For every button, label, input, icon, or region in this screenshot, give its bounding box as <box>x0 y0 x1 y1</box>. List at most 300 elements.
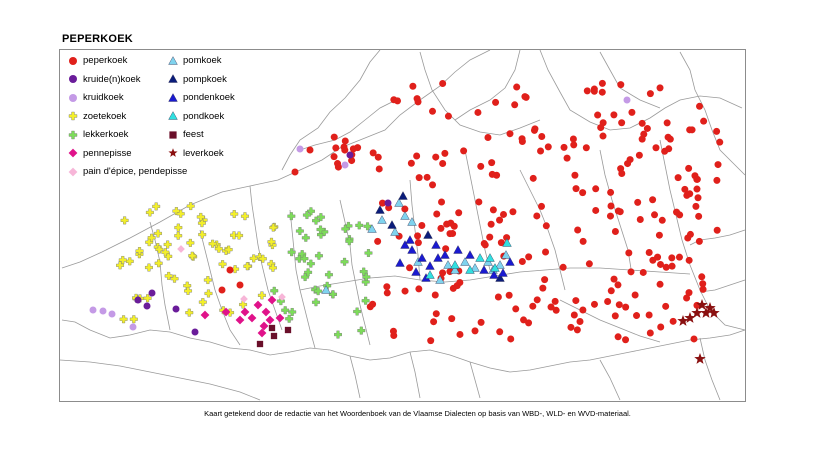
legend-label: pomkoek <box>183 55 222 66</box>
map-title: PEPERKOEK <box>62 33 133 45</box>
point-peperkoek <box>495 293 502 300</box>
legend-label: kruidkoek <box>83 92 124 103</box>
point-zoetekoek <box>244 263 252 271</box>
point-peperkoek <box>610 111 617 118</box>
point-lekkerkoek <box>315 252 323 259</box>
point-peperkoek <box>334 160 341 167</box>
point-peperkoek <box>690 335 697 342</box>
point-peperkoek <box>488 221 495 228</box>
point-peperkoek <box>716 139 723 146</box>
point-zoetekoek <box>130 315 138 323</box>
point-kruidenkoek <box>144 303 151 310</box>
point-peperkoek <box>663 264 670 271</box>
point-lekkerkoek <box>296 227 304 235</box>
point-peperkoek <box>439 160 446 167</box>
point-feest <box>257 341 263 347</box>
point-pennepisse <box>268 296 277 305</box>
point-peperkoek <box>669 263 676 270</box>
point-peperkoek <box>657 281 664 288</box>
point-pondkoek <box>451 261 460 269</box>
point-peperkoek <box>552 298 559 305</box>
point-pondenkoek <box>466 251 475 259</box>
point-peperkoek <box>227 267 234 274</box>
point-peperkoek <box>418 222 425 229</box>
point-peperkoek <box>545 143 552 150</box>
point-kruidenkoek <box>347 152 354 159</box>
point-feest <box>285 327 291 333</box>
point-peperkoek <box>500 211 507 218</box>
point-peperkoek <box>649 196 656 203</box>
point-peperkoek <box>548 304 555 311</box>
point-peperkoek <box>657 323 664 330</box>
point-peperkoek <box>634 199 641 206</box>
point-pondenkoek <box>441 251 450 259</box>
point-peperkoek <box>455 209 462 216</box>
point-peperkoek <box>383 283 390 290</box>
point-peperkoek <box>670 318 677 325</box>
point-lekkerkoek <box>288 212 296 220</box>
point-zoetekoek <box>175 224 183 232</box>
point-peperkoek <box>402 288 409 295</box>
point-peperkoek <box>529 303 536 310</box>
point-peperkoek <box>612 228 619 235</box>
legend-item-paindepice <box>68 166 187 177</box>
point-pondenkoek <box>432 241 441 249</box>
point-peperkoek <box>604 298 611 305</box>
point-peperkoek <box>627 268 634 275</box>
point-peperkoek <box>695 213 702 220</box>
point-peperkoek <box>664 119 671 126</box>
point-peperkoek <box>376 165 383 172</box>
point-zoetekoek <box>184 287 192 295</box>
point-peperkoek <box>625 249 632 256</box>
point-peperkoek <box>571 312 578 319</box>
point-peperkoek <box>636 152 643 159</box>
point-peperkoek <box>591 301 598 308</box>
point-peperkoek <box>649 257 656 264</box>
point-peperkoek <box>713 128 720 135</box>
point-peperkoek <box>668 254 675 261</box>
point-peperkoek <box>520 316 527 323</box>
point-peperkoek <box>490 206 497 213</box>
point-peperkoek <box>442 245 449 252</box>
point-pompkoek <box>424 231 433 239</box>
point-peperkoek <box>509 208 516 215</box>
point-zoetekoek <box>204 276 212 284</box>
point-lekkerkoek <box>358 327 366 335</box>
point-lekkerkoek <box>271 287 279 295</box>
point-kruidenkoek <box>149 290 156 297</box>
point-peperkoek <box>237 282 244 289</box>
point-peperkoek <box>437 225 444 232</box>
point-peperkoek <box>644 125 651 132</box>
point-peperkoek <box>450 285 457 292</box>
point-peperkoek <box>662 303 669 310</box>
point-peperkoek <box>622 304 629 311</box>
point-peperkoek <box>579 189 586 196</box>
point-peperkoek <box>647 90 654 97</box>
point-peperkoek <box>608 287 615 294</box>
legend-item-pennepisse <box>68 148 132 159</box>
point-peperkoek <box>511 101 518 108</box>
legend-symbol-paindepice <box>68 167 78 177</box>
point-peperkoek <box>618 170 625 177</box>
point-pondenkoek <box>418 254 427 262</box>
point-peperkoek <box>507 335 514 342</box>
point-peperkoek <box>432 292 439 299</box>
point-peperkoek <box>331 134 338 141</box>
legend-label: lekkerkoek <box>83 129 129 140</box>
point-pennepisse <box>260 322 269 331</box>
point-lekkerkoek <box>312 299 320 307</box>
point-peperkoek <box>438 198 445 205</box>
legend-symbol-kruidkoek <box>68 93 78 103</box>
point-peperkoek <box>439 269 446 276</box>
point-peperkoek <box>608 202 615 209</box>
point-peperkoek <box>441 150 448 157</box>
point-peperkoek <box>416 174 423 181</box>
point-zoetekoek <box>126 258 133 266</box>
point-peperkoek <box>618 119 625 126</box>
point-peperkoek <box>572 297 579 304</box>
point-zoetekoek <box>241 212 249 220</box>
point-peperkoek <box>367 303 374 310</box>
point-pondenkoek <box>454 246 463 254</box>
point-peperkoek <box>519 258 526 265</box>
point-peperkoek <box>685 165 692 172</box>
point-peperkoek <box>592 207 599 214</box>
point-peperkoek <box>429 108 436 115</box>
point-lekkerkoek <box>353 308 361 316</box>
point-peperkoek <box>384 289 391 296</box>
legend-symbol-pompkoek <box>168 74 178 84</box>
point-zoetekoek <box>230 210 238 218</box>
point-pennepisse <box>262 308 271 317</box>
point-peperkoek <box>651 211 658 218</box>
point-peperkoek <box>715 161 722 168</box>
point-kruidkoek <box>109 311 116 318</box>
legend-symbol-leverkoek <box>168 148 178 158</box>
point-peperkoek <box>599 89 606 96</box>
point-peperkoek <box>439 80 446 87</box>
point-peperkoek <box>374 238 381 245</box>
point-pondenkoek <box>480 266 489 274</box>
point-peperkoek <box>561 144 568 151</box>
point-peperkoek <box>586 260 593 267</box>
point-zoetekoek <box>152 203 160 211</box>
point-peperkoek <box>652 144 659 151</box>
point-zoetekoek <box>258 292 266 300</box>
map-legend <box>68 55 258 185</box>
point-peperkoek <box>567 324 574 331</box>
point-pomkoek <box>401 212 410 220</box>
point-peperkoek <box>513 84 520 91</box>
legend-item-lekkerkoek <box>68 129 128 140</box>
legend-item-zoetekoek <box>68 111 126 122</box>
point-kruidkoek <box>90 307 97 314</box>
point-peperkoek <box>633 312 640 319</box>
point-peperkoek <box>543 222 550 229</box>
point-peperkoek <box>574 226 581 233</box>
point-peperkoek <box>478 319 485 326</box>
legend-item-pondkoek <box>168 111 224 122</box>
legend-symbol-pondkoek <box>168 111 178 121</box>
point-peperkoek <box>607 213 614 220</box>
point-pomkoek <box>378 216 387 224</box>
point-lekkerkoek <box>281 306 289 314</box>
point-peperkoek <box>687 231 694 238</box>
point-kruidkoek <box>342 162 349 169</box>
point-peperkoek <box>594 112 601 119</box>
point-peperkoek <box>409 83 416 90</box>
map-caption: Kaart getekend door de redactie van het Woordenboek van de Vlaamse Dialecten op basis van WBD-, WLD- en WVD-materiaal. <box>204 409 631 418</box>
point-kruidkoek <box>130 324 137 331</box>
point-peperkoek <box>713 177 720 184</box>
point-peperkoek <box>599 80 606 87</box>
legend-label: feest <box>183 129 204 140</box>
point-peperkoek <box>424 174 431 181</box>
point-peperkoek <box>448 315 455 322</box>
point-pennepisse <box>254 301 263 310</box>
point-peperkoek <box>414 95 421 102</box>
point-lekkerkoek <box>288 308 296 316</box>
point-peperkoek <box>493 172 500 179</box>
point-peperkoek <box>496 217 503 224</box>
point-peperkoek <box>627 156 634 163</box>
point-peperkoek <box>530 175 537 182</box>
point-peperkoek <box>331 153 338 160</box>
point-peperkoek <box>676 211 683 218</box>
point-pompkoek <box>399 192 408 200</box>
point-kruidkoek <box>624 97 631 104</box>
point-peperkoek <box>579 306 586 313</box>
point-peperkoek <box>341 144 348 151</box>
point-peperkoek <box>408 160 415 167</box>
point-feest <box>271 333 277 339</box>
point-zoetekoek <box>164 241 172 249</box>
point-peperkoek <box>415 285 422 292</box>
point-peperkoek <box>607 189 614 196</box>
point-peperkoek <box>583 144 590 151</box>
point-pennepisse <box>266 316 275 325</box>
point-kruidenkoek <box>173 306 180 313</box>
point-zoetekoek <box>205 290 213 298</box>
legend-item-feest <box>168 129 204 140</box>
legend-label: pondenkoek <box>183 92 235 103</box>
point-peperkoek <box>472 327 479 334</box>
point-peperkoek <box>413 153 420 160</box>
point-peperkoek <box>617 81 624 88</box>
point-peperkoek <box>519 138 526 145</box>
legend-item-pondenkoek <box>168 92 235 103</box>
point-peperkoek <box>611 276 618 283</box>
point-paindepice <box>240 295 248 303</box>
point-peperkoek <box>622 336 629 343</box>
point-zoetekoek <box>154 230 162 238</box>
point-peperkoek <box>539 285 546 292</box>
point-peperkoek <box>615 333 622 340</box>
legend-item-kruidkoek <box>68 92 124 103</box>
point-peperkoek <box>427 337 434 344</box>
point-peperkoek <box>433 210 440 217</box>
point-peperkoek <box>698 273 705 280</box>
point-pennepisse <box>201 311 210 320</box>
legend-symbol-lekkerkoek <box>68 130 78 140</box>
point-peperkoek <box>542 249 549 256</box>
legend-label: pondkoek <box>183 110 225 122</box>
legend-label: zoetekoek <box>83 110 127 122</box>
point-peperkoek <box>484 134 491 141</box>
point-peperkoek <box>600 119 607 126</box>
point-zoetekoek <box>199 298 207 306</box>
point-peperkoek <box>560 264 567 271</box>
legend-item-leverkoek <box>168 148 224 159</box>
point-kruidenkoek <box>385 200 392 207</box>
point-pennepisse <box>248 314 257 323</box>
legend-label: peperkoek <box>83 55 128 66</box>
point-pondenkoek <box>499 269 508 277</box>
point-peperkoek <box>657 84 664 91</box>
point-peperkoek <box>576 318 583 325</box>
point-peperkoek <box>390 332 397 339</box>
point-peperkoek <box>292 169 299 176</box>
legend-label: kruide(n)koek <box>83 73 141 85</box>
point-zoetekoek <box>121 217 128 225</box>
point-peperkoek <box>696 103 703 110</box>
point-pennepisse <box>241 308 250 317</box>
point-peperkoek <box>628 109 635 116</box>
point-peperkoek <box>538 203 545 210</box>
point-peperkoek <box>506 292 513 299</box>
point-peperkoek <box>370 149 377 156</box>
point-peperkoek <box>714 227 721 234</box>
legend-item-pompkoek <box>168 74 227 85</box>
point-feest <box>269 325 275 331</box>
point-peperkoek <box>646 312 653 319</box>
point-zoetekoek <box>174 232 182 240</box>
point-peperkoek <box>415 239 422 246</box>
point-peperkoek <box>541 276 548 283</box>
point-peperkoek <box>686 257 693 264</box>
point-peperkoek <box>614 281 621 288</box>
point-peperkoek <box>564 155 571 162</box>
point-lekkerkoek <box>341 258 349 266</box>
point-peperkoek <box>637 216 644 223</box>
point-peperkoek <box>640 269 647 276</box>
point-peperkoek <box>570 136 577 143</box>
point-paindepice <box>177 245 185 253</box>
point-peperkoek <box>647 330 654 337</box>
point-peperkoek <box>406 264 413 271</box>
legend-symbol-pennepisse <box>68 148 78 158</box>
point-peperkoek <box>477 163 484 170</box>
point-zoetekoek <box>198 231 206 239</box>
legend-label: leverkoek <box>183 147 224 159</box>
point-peperkoek <box>700 118 707 125</box>
point-peperkoek <box>612 312 619 319</box>
point-peperkoek <box>538 133 545 140</box>
point-zoetekoek <box>146 209 154 217</box>
point-kruidenkoek <box>192 329 199 336</box>
point-peperkoek <box>617 208 624 215</box>
point-zoetekoek <box>189 252 197 260</box>
point-peperkoek <box>432 154 439 161</box>
point-pondenkoek <box>406 236 415 244</box>
point-peperkoek <box>456 331 463 338</box>
point-peperkoek <box>683 294 690 301</box>
point-peperkoek <box>591 88 598 95</box>
point-peperkoek <box>492 99 499 106</box>
point-lekkerkoek <box>302 234 310 242</box>
point-peperkoek <box>580 238 587 245</box>
point-peperkoek <box>429 181 436 188</box>
point-lekkerkoek <box>355 222 363 230</box>
point-peperkoek <box>692 203 699 210</box>
point-peperkoek <box>573 185 580 192</box>
point-peperkoek <box>460 147 467 154</box>
point-peperkoek <box>592 185 599 192</box>
point-peperkoek <box>219 287 226 294</box>
point-zoetekoek <box>145 264 153 272</box>
point-peperkoek <box>686 190 693 197</box>
point-peperkoek <box>531 125 538 132</box>
point-peperkoek <box>506 130 513 137</box>
point-lekkerkoek <box>365 249 373 257</box>
point-peperkoek <box>456 279 463 286</box>
legend-label: pennepisse <box>83 147 132 159</box>
legend-symbol-zoetekoek <box>68 111 78 121</box>
legend-item-kruidenkoek <box>68 74 141 85</box>
legend-symbol-feest <box>168 130 178 140</box>
legend-item-pomkoek <box>168 55 222 66</box>
point-peperkoek <box>307 147 314 154</box>
point-pondenkoek <box>426 262 435 270</box>
point-peperkoek <box>533 212 540 219</box>
point-zoetekoek <box>155 260 163 268</box>
point-peperkoek <box>675 174 682 181</box>
point-peperkoek <box>693 186 700 193</box>
point-peperkoek <box>475 198 482 205</box>
point-peperkoek <box>656 232 663 239</box>
point-pondenkoek <box>408 246 417 254</box>
point-peperkoek <box>445 113 452 120</box>
point-peperkoek <box>599 133 606 140</box>
point-peperkoek <box>632 291 639 298</box>
point-peperkoek <box>414 232 421 239</box>
point-zoetekoek <box>120 316 128 324</box>
point-pomkoek <box>395 199 404 207</box>
point-zoetekoek <box>235 232 243 240</box>
point-peperkoek <box>447 220 454 227</box>
point-pomkoek <box>461 258 470 266</box>
point-peperkoek <box>571 172 578 179</box>
point-peperkoek <box>659 217 666 224</box>
point-peperkoek <box>486 234 493 241</box>
point-zoetekoek <box>187 239 195 247</box>
point-peperkoek <box>695 194 702 201</box>
point-peperkoek <box>534 296 541 303</box>
point-peperkoek <box>390 96 397 103</box>
point-peperkoek <box>574 326 581 333</box>
point-peperkoek <box>537 147 544 154</box>
point-peperkoek <box>646 249 653 256</box>
legend-symbol-peperkoek <box>68 56 78 66</box>
point-lekkerkoek <box>334 331 342 339</box>
point-kruidkoek <box>100 308 107 315</box>
legend-label: pompkoek <box>183 73 227 85</box>
point-lekkerkoek <box>362 297 370 305</box>
point-peperkoek <box>694 176 701 183</box>
